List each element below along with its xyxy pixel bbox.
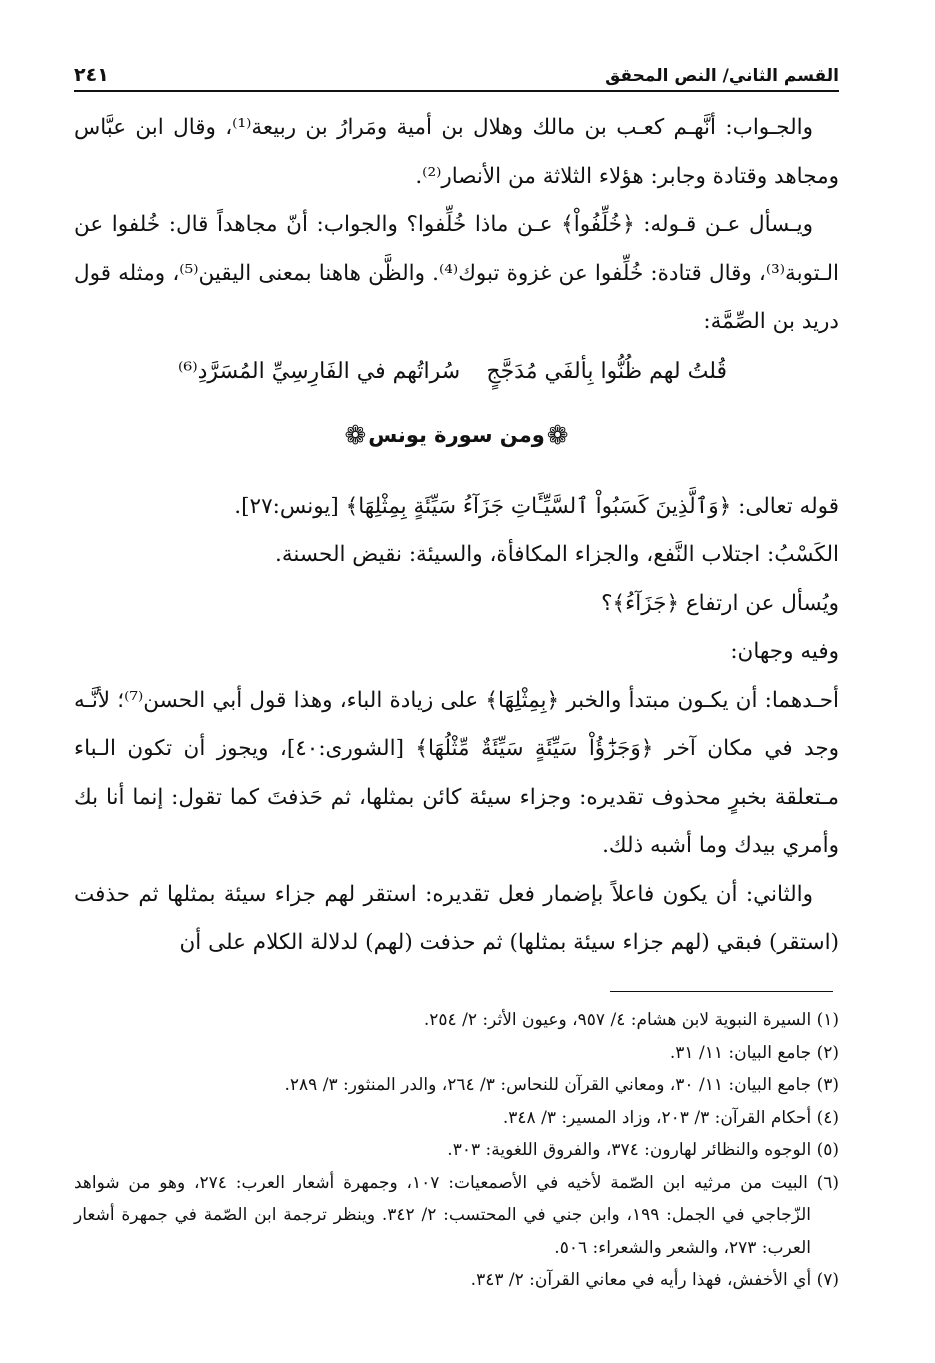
- section-title: القسم الثاني/ النص المحقق: [605, 66, 839, 86]
- footnote-3: (٣) جامع البيان: ١١/ ٣٠، ومعاني القرآن للنحاس: ٣/ ٢٦٤، والدر المنثور: ٣/ ٢٨٩.: [284, 1075, 839, 1095]
- surah-heading: [344, 411, 568, 460]
- running-header: [74, 52, 839, 92]
- footnote-2: (٢) جامع البيان: ١١/ ٣١.: [669, 1042, 839, 1063]
- verse-first-hemistich: قُلتُ لهم ظُنُّوا بِألفَي مُدَجَّجٍ: [486, 359, 727, 385]
- paragraph-answer-three: والجـواب: أنَّهـم كعـب بن مالك وهلال بن أمية ومَرارُ بن ربيعة⁽¹⁾، وقال ابن عبَّاس ومجاهد وقتادة وجابر: هؤلاء الثلاثة من الأنصار⁽²⁾.: [74, 115, 839, 189]
- surah-heading-block: [74, 399, 839, 473]
- paragraph-two-views: وفيه وجهان:: [730, 639, 839, 664]
- paragraph-verse-quote: قوله تعالى: ﴿وَٱلَّذِينَ كَسَبُواْ ٱلسَّيِّـَٔاتِ جَزَآءُ سَيِّئَةٍ بِمِثْلِهَا﴾ [يونس:٢٧].: [234, 493, 839, 519]
- page-number: ٢٤١: [74, 64, 109, 86]
- footnote-7: (٧) أي الأخفش، فهذا رأيه في معاني القرآن: ٢/ ٣٤٣.: [470, 1270, 839, 1290]
- paragraph-second-view: والثاني: أن يكون فاعلاً بإضمار فعل تقديره: استقر لهم جزاء سيئة بمثلها ثم حذفت (استقر) فبقي (لهم جزاء سيئة بمثلها) ثم حذفت (لهم) لدلالة الكلام على أن: [74, 881, 839, 955]
- paragraph-khullifu: ويـسأل عـن قـوله: ﴿خُلِّفُواْ﴾ عـن ماذا خُلِّفوا؟ والجواب: أنّ مجاهداً قال: خُلفوا عن الـتوبة⁽³⁾، وقال قتادة: خُلِّفوا عن غزوة تبوك⁽⁴⁾. والظَّن هاهنا بمعنى اليقين⁽⁵⁾، ومثله قول دريد بن الصِّمَّة:: [74, 212, 839, 334]
- surah-heading-text: ومن سورة يونس: [368, 423, 545, 448]
- main-text: [74, 104, 839, 968]
- paragraph-question: ويُسأل عن ارتفاع ﴿جَزَآءُ﴾؟: [601, 590, 839, 616]
- paragraph-first-view: أحـدهما: أن يكـون مبتدأ والخبر ﴿بِمِثْلِهَا﴾ على زيادة الباء، وهذا قول أبي الحسن⁽⁷⁾؛ لأنَّـه وجد في مكان آخر ﴿وَجَزَٰٓؤُاْ سَيِّئَةٍ سَيِّئَةٌ مِّثْلُهَا﴾ [الشورى:٤٠]، ويجوز أن تكون الـباء مـتعلقة بخبرٍ محذوف تقديره: وجزاء سيئة كائن بمثلها، ثم حَذفتَ كما تقول: إنما أنا بك وأمري بيدك وما أشبه ذلك.: [74, 687, 840, 858]
- footnote-4: (٤) أحكام القرآن: ٣/ ٢٠٣، وزاد المسير: ٣/ ٣٤٨.: [502, 1107, 839, 1128]
- footnotes: [74, 1004, 839, 1297]
- footnote-5: (٥) الوجوه والنظائر لهارون: ٣٧٤، والفروق اللغوية: ٣٠٣.: [447, 1140, 839, 1160]
- poetry-verse: [74, 347, 839, 399]
- footnote-separator: [610, 991, 833, 992]
- paragraph-kasb-definition: الكَسْبُ: اجتلاب النَّفع، والجزاء المكافأة، والسيئة: نقيض الحسنة.: [275, 542, 839, 567]
- ornament-right-icon: ❁: [546, 420, 569, 451]
- ornament-left-icon: ❁: [344, 420, 367, 451]
- footnote-6: (٦) البيت من مرثيه ابن الصّمة لأخيه في الأصمعيات: ١٠٧، وجمهرة أشعار العرب: ٢٧٤، وهو من شواهد الزّجاجي في الجمل: ١٩٩، وابن جني في المحتسب: ٢/ ٣٤٢. وينظر ترجمة ابن الصّمة في جمهرة أشعار العرب: ٢٧٣، والشعر والشعراء: ٥٠٦.: [74, 1172, 840, 1258]
- footnote-1: (١) السيرة النبوية لابن هشام: ٤/ ٩٥٧، وعيون الأثر: ٢/ ٢٥٤.: [423, 1010, 839, 1030]
- verse-second-hemistich: سُراتُهم في الفَارِسِيِّ المُسَرَّدِ⁽⁶⁾: [178, 359, 461, 385]
